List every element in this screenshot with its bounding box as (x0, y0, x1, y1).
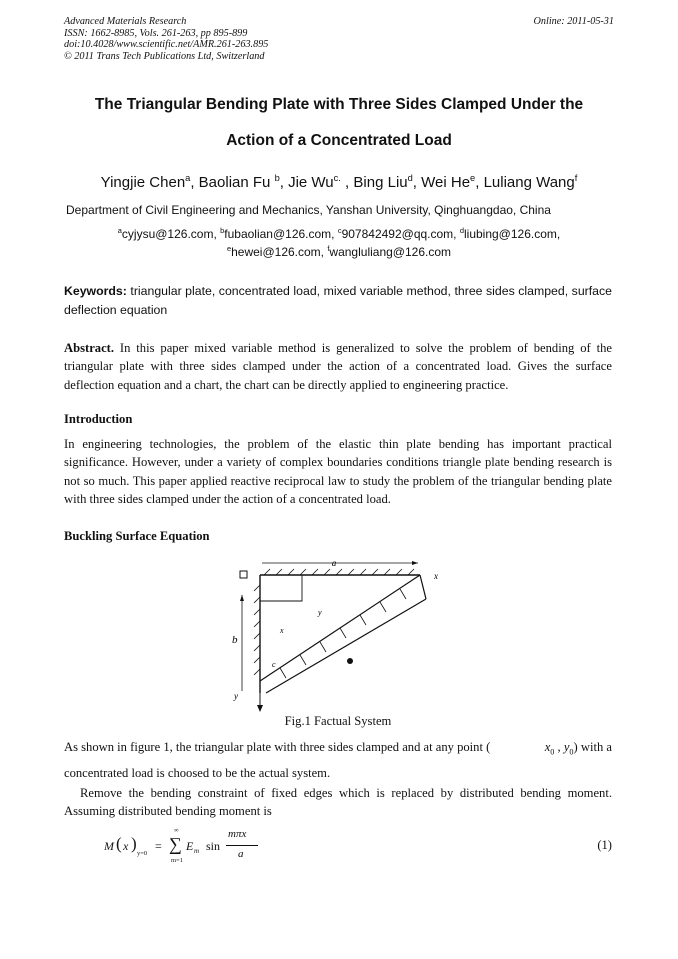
email-mark: b (220, 226, 225, 235)
author-name: Baolian Fu (198, 174, 275, 191)
author-affiliation-mark: a (185, 173, 191, 183)
author-name: Jie Wu (288, 174, 334, 191)
doi: doi:10.4028/www.scientific.net/AMR.261-263.895 (64, 39, 269, 50)
online-date: Online: 2011-05-31 (533, 16, 614, 27)
symbol-x0: x (544, 740, 551, 754)
abstract-text: In this paper mixed variable method is generalized to solve the problem of bending of the triangular plate with three sides clamped under the action of a concentrated load. Gives the surface deflection equation and a chart, the chart can be directly applied to engineering practice. (64, 341, 612, 392)
email-mark: a (117, 226, 122, 235)
para1-part-a: As shown in figure 1, the triangular plate with three sides clamped and at any point ( (64, 740, 491, 754)
figure-1-diagram (220, 553, 460, 713)
equation-number: (1) (597, 838, 612, 852)
equation-1: M ( x ) y=0 = ∞ ∑ m=1 E m sin mπx a (104, 830, 254, 866)
author-name: Wei He (421, 174, 471, 191)
para1-part-b: ) with a (573, 740, 612, 754)
abstract (64, 339, 612, 394)
origin-marker (240, 571, 247, 578)
hatching-hypotenuse (280, 589, 406, 678)
email-address: fubaolian@126.com, (224, 227, 338, 241)
email-address: wangluliang@126.com (329, 245, 452, 259)
label-a: a (331, 558, 337, 568)
label-b: b (232, 634, 238, 646)
email-mark: d (459, 226, 464, 235)
label-axis-y: y (234, 691, 238, 701)
paragraph-figure-reference: As shown in figure 1, the triangular plate with three sides clamped and at any point ( $x_0$ , $y_0$) with a (64, 740, 612, 757)
keywords-text: triangular plate, concentrated load, mixed variable method, three sides clamped, surface deflection equation (64, 284, 612, 317)
abstract-label: Abstract. (64, 341, 115, 355)
affiliation: Department of Civil Engineering and Mechanics, Yanshan University, Qinghuangdao, China (66, 203, 551, 217)
author-list: Yingjie Chen$^a$, Baolian Fu $^b$, Jie $Wu^{c.}$ , Bing Liu$^d$, Wei He$^e$, Luliang Wang$^f$ (100, 173, 578, 191)
concentrated-load-point (347, 658, 353, 664)
author-name: Luliang Wang (483, 174, 575, 191)
label-c: c (272, 660, 276, 669)
email-line-1 (40, 227, 638, 241)
hatching-left (254, 585, 260, 675)
issn: ISSN: 1662-8985, Vols. 261-263, pp 895-899 (64, 27, 248, 39)
journal-name: Advanced Materials Research (64, 16, 187, 27)
email-address: hewei@126.com, (231, 245, 328, 259)
author-name: Bing Liu (353, 174, 408, 191)
email-address: liubing@126.com, (463, 227, 561, 241)
section-heading-buckling: Buckling Surface Equation (64, 529, 210, 543)
paragraph-remove-constraint: Remove the bending constraint of fixed edges which is replaced by distributed bending moment. Assuming distributed bending moment is (64, 786, 612, 819)
author-affiliation-mark: f (574, 173, 578, 183)
label-inner-x: x (280, 626, 284, 635)
label-axis-x: x (434, 571, 438, 581)
author-affiliation-mark: d (407, 173, 413, 183)
author-affiliation-mark: c. (333, 173, 341, 183)
label-inner-y: y (318, 608, 322, 617)
load-reference-box (260, 575, 302, 601)
email-address: 907842492@qq.com, (341, 227, 460, 241)
hatching-top (264, 569, 414, 575)
email-mark: e (226, 244, 232, 253)
copyright: © 2011 Trans Tech Publications Ltd, Switzerland (64, 50, 265, 62)
section-heading-introduction: Introduction (64, 412, 133, 426)
email-line-2 (40, 245, 638, 259)
author-name: Yingjie Chen (100, 174, 186, 191)
journal-header (64, 16, 268, 62)
author-affiliation-mark: b (274, 173, 280, 183)
email-mark: f (327, 244, 330, 253)
paper-title-line1: The Triangular Bending Plate with Three Sides Clamped Under the (94, 96, 584, 113)
paper-title-line2: Action of a Concentrated Load (226, 132, 452, 149)
keywords (64, 282, 612, 319)
author-affiliation-mark: e (470, 173, 476, 183)
keywords-label: Keywords: (64, 284, 127, 298)
para1-part-c: concentrated load is choosed to be the actual system. (64, 766, 331, 780)
figure-caption: Fig.1 Factual System (284, 714, 392, 728)
introduction-text: In engineering technologies, the problem of the elastic thin plate bending has important practical significance. However, under a variety of complex boundaries conditions triangle plate bending research is not so much. This paper applied reactive reciprocal law to study the problem of the triangular bending plate with three sides clamped under the action of a concentrated load. (64, 437, 612, 507)
symbol-y0: y (563, 740, 570, 754)
hypotenuse-offset (266, 599, 426, 693)
email-mark: c (337, 226, 342, 235)
email-address: cyjysu@126.com, (121, 227, 221, 241)
